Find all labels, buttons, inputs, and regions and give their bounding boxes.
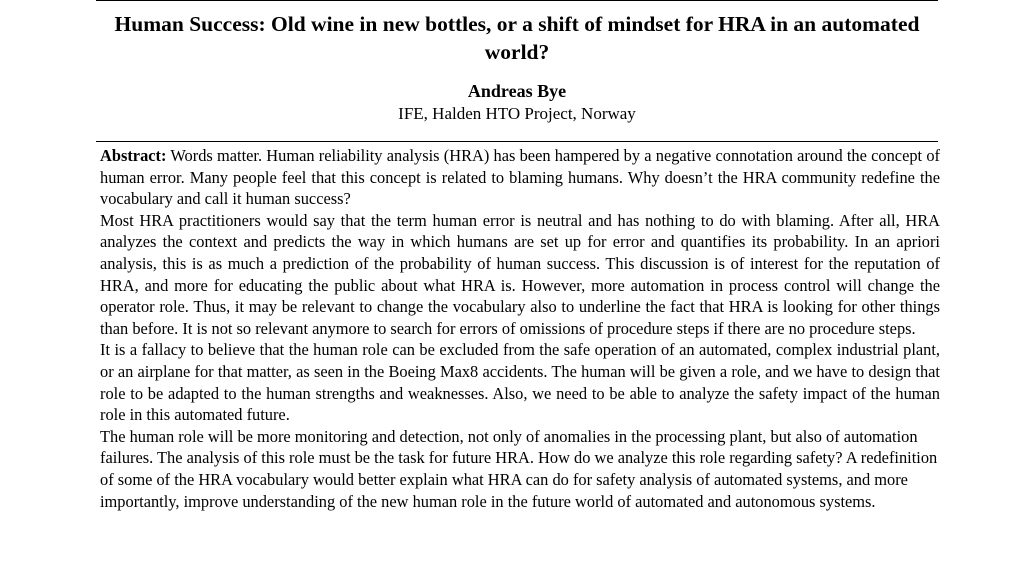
abstract-label: Abstract: (100, 146, 167, 165)
section-rule (96, 141, 938, 142)
abstract-paragraph-text: Words matter. Human reliability analysis (HRA) has been hampered by a negative connotation around the concept of human error. Many people feel that this concept is related to blaming humans. Why doesn’t the HRA community redefine the vocabulary and call it human success? (100, 146, 940, 209)
abstract-body (100, 145, 940, 512)
abstract-paragraph: The human role will be more monitoring and detection, not only of anomalies in the processing plant, but also of automation failures. The analysis of this role must be the task for future HRA. How do we analyze this role regarding safety? A redefinition of some of the HRA vocabulary would better explain what HRA can do for safety analysis of automated systems, and more importantly, improve understanding of the new human role in the future world of automated and autonomous systems. (100, 426, 938, 511)
abstract-paragraph (100, 145, 940, 210)
abstract-paragraph: Most HRA practitioners would say that the term human error is neutral and has nothing to do with blaming. After all, HRA analyzes the context and predicts the way in which humans are set up for error and quantifies its probability. In an apriori analysis, this is as much a prediction of the probability of human success. This discussion is of interest for the reputation of HRA, and more for educating the public about what HRA is. However, more automation in process control will change the operator role. Thus, it may be relevant to change the vocabulary also to underline the fact that HRA is looking for other things than before. It is not so relevant anymore to search for errors of omissions of procedure steps if there are no procedure steps. (100, 210, 940, 338)
author-name: Andreas Bye (467, 81, 567, 101)
top-rule (96, 0, 938, 1)
author-affiliation: IFE, Halden HTO Project, Norway (398, 104, 636, 123)
paper-title: Human Success: Old wine in new bottles, or a shift of mindset for HRA in an automated world? (114, 12, 920, 64)
abstract-paragraph: It is a fallacy to believe that the human role can be excluded from the safe operation of an automated, complex industrial plant, or an airplane for that matter, as seen in the Boeing Max8 accidents. The human will be given a role, and we have to design that role to be adapted to the human strengths and weaknesses. Also, we need to be able to analyze the safety impact of the human role in this automated future. (100, 340, 940, 425)
